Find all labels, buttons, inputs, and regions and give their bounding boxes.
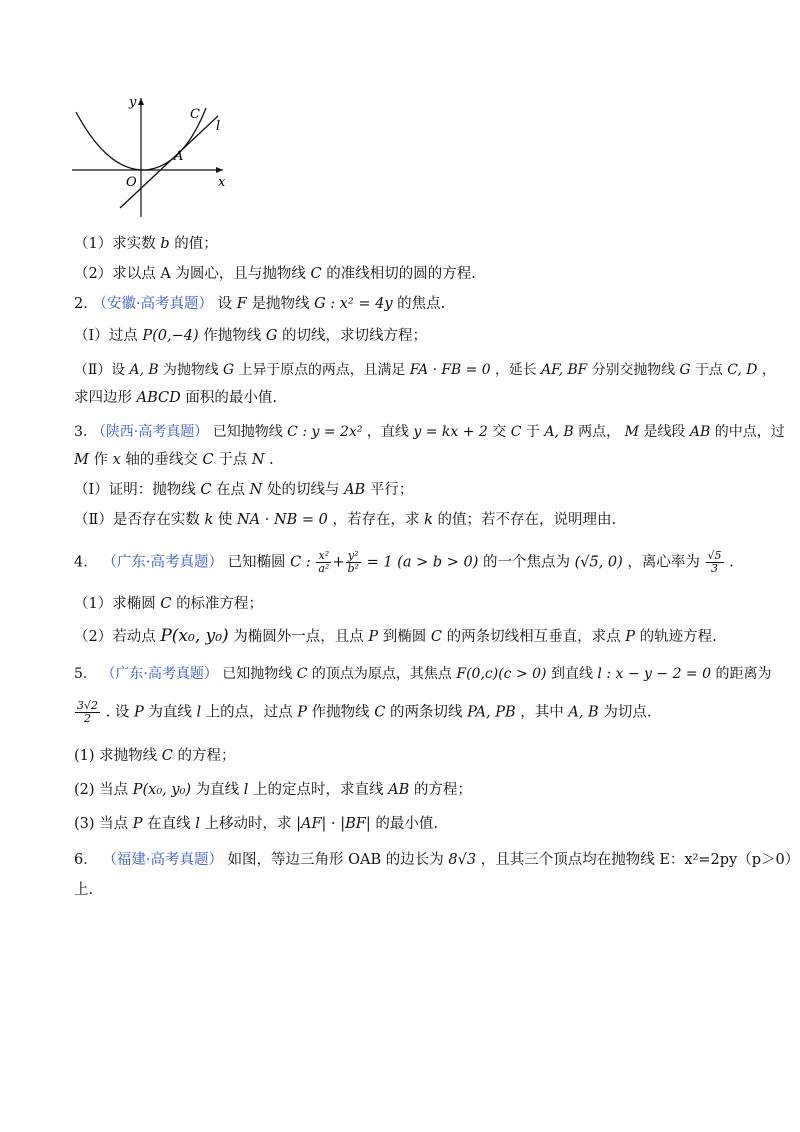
math-k: k bbox=[204, 512, 214, 528]
math-focus-F: F(0,c)(c > 0) bbox=[456, 666, 547, 682]
math-P: P bbox=[368, 629, 379, 645]
math-P: P bbox=[297, 704, 308, 721]
denominator: a² bbox=[318, 562, 330, 575]
math-P: P bbox=[132, 816, 143, 832]
math-C: C bbox=[374, 704, 386, 721]
parabola-tangent-figure bbox=[68, 92, 238, 222]
text: 的距离为 bbox=[715, 666, 772, 682]
denominator: 2 bbox=[84, 712, 91, 725]
math-k: k bbox=[424, 512, 433, 528]
text: （1）求实数 bbox=[74, 236, 156, 252]
q4-stem: 4． （广东·高考真题） 已知椭圆 C : $\frac{\text{x²}}{\text{a²}}$ + $\frac{\text{y²}}{\text{b²}}$ = 1 (a > b > 0) 的一个焦点为 (√5, 0) ，离心率为 $\frac{√5}{3}$ . bbox=[74, 549, 734, 575]
tangent-label: l bbox=[216, 119, 221, 134]
math-C: C bbox=[310, 266, 322, 282]
text: 于点 bbox=[695, 362, 723, 378]
question-number: 4． bbox=[74, 554, 98, 571]
text: 上的定点时，求直线 bbox=[253, 782, 384, 798]
math-G: G bbox=[223, 362, 235, 378]
text: （Ⅱ）是否存在实数 bbox=[74, 512, 200, 528]
text: . bbox=[729, 554, 734, 571]
math-AB-segment: AB bbox=[689, 424, 711, 440]
math-AB: AB bbox=[344, 482, 366, 498]
text: 的方程； bbox=[177, 748, 236, 764]
text: 已知椭圆 bbox=[227, 554, 286, 571]
math-dot-product: NA · NB = 0 bbox=[236, 512, 328, 528]
tangent-line bbox=[120, 116, 221, 208]
text: . bbox=[269, 452, 274, 468]
math-M: M bbox=[624, 424, 639, 440]
q5-stem bbox=[74, 664, 771, 684]
text: 的方程； bbox=[413, 782, 472, 798]
text: ，离心率为 bbox=[627, 554, 700, 571]
math-focus: (√5, 0) bbox=[574, 554, 623, 571]
math-point-P: P(x₀, y₀) bbox=[132, 782, 192, 798]
origin-label: O bbox=[126, 175, 137, 190]
math-C: C bbox=[430, 629, 442, 645]
numerator: y² bbox=[346, 550, 361, 563]
q3-stem bbox=[74, 422, 785, 442]
numerator: x² bbox=[316, 550, 331, 563]
text: ，若存在，求 bbox=[332, 512, 420, 528]
text: 的值； bbox=[174, 236, 218, 252]
text: 的中点，过 bbox=[714, 424, 785, 440]
text: 上的点，过点 bbox=[205, 704, 293, 721]
text: （1）求椭圆 bbox=[74, 596, 156, 612]
q2-stem bbox=[74, 294, 445, 314]
text: 的准线相切的圆的方程. bbox=[326, 266, 476, 282]
math-PA-PB: PA, PB bbox=[467, 704, 516, 721]
q5-part1 bbox=[74, 746, 235, 766]
text: 上异于原点的两点，且满足 bbox=[238, 362, 406, 378]
math-dot-product: FA · FB = 0 bbox=[409, 362, 491, 378]
text: 的值；若不存在，说明理由. bbox=[437, 512, 617, 528]
text: 如图，等边三角形 OAB 的边长为 bbox=[227, 852, 444, 868]
text: 面积的最小值. bbox=[185, 390, 277, 406]
text: (2) 当点 bbox=[74, 782, 129, 798]
text: 在点 bbox=[216, 482, 246, 498]
math-side-length: 8√3 bbox=[448, 852, 477, 868]
text: 为椭圆外一点，且点 bbox=[233, 629, 364, 645]
math-G: G bbox=[679, 362, 691, 378]
text: 到直线 bbox=[550, 666, 593, 682]
text: 为切点. bbox=[603, 704, 652, 721]
text: 上. bbox=[74, 882, 94, 898]
point-a-label: A bbox=[174, 149, 184, 164]
text: 的两条切线 bbox=[390, 704, 463, 721]
text: 两点， bbox=[578, 424, 621, 440]
question-source: （广东·高考真题） bbox=[102, 554, 223, 571]
text: 到椭圆 bbox=[382, 629, 427, 645]
text: 的两条切线相互垂直，求点 bbox=[446, 629, 621, 645]
q5-part3 bbox=[74, 814, 438, 834]
math-AB: A, B bbox=[129, 362, 159, 378]
text: 的轨迹方程. bbox=[639, 629, 717, 645]
text: 为抛物线 bbox=[163, 362, 219, 378]
math-l: l bbox=[243, 782, 249, 798]
numerator: √5 bbox=[707, 549, 722, 562]
x-label: x bbox=[218, 175, 226, 190]
text: 作抛物线 bbox=[311, 704, 370, 721]
q1-part2 bbox=[74, 264, 476, 284]
text: ，延长 bbox=[495, 362, 537, 378]
math-N: N bbox=[249, 482, 263, 498]
question-number: 2. bbox=[74, 296, 88, 312]
math-C: C bbox=[200, 482, 212, 498]
math-M: M bbox=[74, 452, 89, 468]
math-line: y = kx + 2 bbox=[413, 424, 488, 440]
math-AB: A, B bbox=[544, 424, 574, 440]
q1-part1 bbox=[74, 234, 218, 254]
x-axis-arrow bbox=[216, 167, 223, 173]
denominator: 3 bbox=[711, 562, 719, 575]
question-number: 6． bbox=[74, 852, 98, 868]
math-eccentricity bbox=[706, 550, 724, 575]
text: 为直线 bbox=[195, 782, 240, 798]
math-CD: C, D bbox=[727, 362, 758, 378]
text: 的标准方程； bbox=[176, 596, 264, 612]
text: 的焦点. bbox=[397, 296, 446, 312]
text: 的顶点为原点，其焦点 bbox=[311, 666, 452, 682]
question-source: （广东·高考真题） bbox=[101, 666, 218, 682]
math-x: x bbox=[112, 452, 121, 468]
math-C: C bbox=[160, 596, 172, 612]
text: 是线段 bbox=[643, 424, 686, 440]
text: （2）若动点 bbox=[74, 629, 156, 645]
question-source: （安徽·高考真题） bbox=[92, 296, 214, 312]
q4-part2 bbox=[74, 626, 717, 647]
numerator: 3√2 bbox=[77, 699, 99, 712]
text: 设 bbox=[217, 296, 233, 312]
q2-part2-cont bbox=[74, 388, 277, 408]
math-fraction-y2-b2 bbox=[346, 550, 361, 575]
curve-label: C bbox=[190, 107, 200, 122]
text: 处的切线与 bbox=[266, 482, 340, 498]
text: 使 bbox=[217, 512, 233, 528]
text: . 设 bbox=[105, 704, 130, 721]
math-C: C bbox=[161, 748, 173, 764]
text: ， bbox=[761, 362, 776, 378]
text: 分别交抛物线 bbox=[591, 362, 676, 378]
math-product: |AF| · |BF| bbox=[296, 816, 371, 832]
math-parabola-G: G : x² = 4y bbox=[314, 296, 393, 312]
math-fraction-x2-a2 bbox=[316, 550, 331, 575]
text: (1) 求抛物线 bbox=[74, 748, 158, 764]
text: （Ⅱ）设 bbox=[74, 362, 126, 378]
denominator: b² bbox=[347, 562, 359, 575]
text: 的一个焦点为 bbox=[482, 554, 570, 571]
math-b: b bbox=[160, 236, 170, 252]
math-N: N bbox=[251, 452, 265, 468]
text: （Ⅰ）证明：抛物线 bbox=[74, 482, 196, 498]
text: 上移动时，求 bbox=[204, 816, 292, 832]
math-l: l bbox=[196, 704, 202, 721]
y-label: y bbox=[129, 95, 137, 110]
math-l: l bbox=[195, 816, 200, 832]
text: 已知抛物线 bbox=[222, 666, 293, 682]
math-C: C bbox=[510, 424, 522, 440]
text: 作抛物线 bbox=[203, 328, 262, 344]
math-distance bbox=[75, 700, 100, 725]
text: 的最小值. bbox=[375, 816, 438, 832]
math-point-P: P(0,−4) bbox=[142, 328, 199, 344]
q3-stem-cont bbox=[74, 450, 274, 470]
math-condition: (a > b > 0) bbox=[397, 554, 479, 571]
math-ABCD: ABCD bbox=[136, 390, 181, 406]
math-C: C bbox=[202, 452, 214, 468]
question-source: （陕西·高考真题） bbox=[91, 424, 209, 440]
q5-stem-cont bbox=[74, 700, 651, 725]
question-source: （福建·高考真题） bbox=[102, 852, 223, 868]
math-AB: A, B bbox=[568, 704, 599, 721]
math-P: P bbox=[133, 704, 144, 721]
text: 为直线 bbox=[148, 704, 192, 721]
text: 作 bbox=[93, 452, 108, 468]
math-ellipse-C: C : bbox=[290, 554, 311, 571]
text: 轴的垂线交 bbox=[125, 452, 198, 468]
math-G: G bbox=[265, 328, 278, 344]
text: （Ⅰ）过点 bbox=[74, 328, 138, 344]
text: 的切线，求切线方程； bbox=[282, 328, 428, 344]
text: 平行； bbox=[369, 482, 414, 498]
math-AF-BF: AF, BF bbox=[541, 362, 588, 378]
text: 求四边形 bbox=[74, 390, 132, 406]
q3-part1 bbox=[74, 480, 413, 500]
q2-part2 bbox=[74, 360, 776, 380]
text: (3) 当点 bbox=[74, 816, 129, 832]
q2-part1 bbox=[74, 326, 427, 346]
math-point-P: P(x₀, y₀) bbox=[160, 626, 229, 646]
q6-stem bbox=[74, 850, 799, 870]
text: （2）求以点 A 为圆心，且与抛物线 bbox=[74, 266, 306, 282]
text: 在直线 bbox=[147, 816, 191, 832]
math-parabola-C: C : y = 2x² bbox=[287, 424, 363, 440]
question-number: 3. bbox=[74, 424, 88, 440]
text: ，且其三个顶点均在抛物线 E：x²=2py（p＞0） bbox=[480, 852, 800, 868]
math-eq-one: = 1 bbox=[366, 554, 393, 571]
text: 于点 bbox=[218, 452, 248, 468]
text: ，其中 bbox=[520, 704, 564, 721]
q5-part2 bbox=[74, 780, 472, 800]
text: 于 bbox=[525, 424, 540, 440]
question-number: 5． bbox=[74, 666, 97, 682]
text: ，直线 bbox=[366, 424, 409, 440]
math-C: C bbox=[296, 666, 308, 682]
math-F: F bbox=[236, 296, 247, 312]
text: 是抛物线 bbox=[251, 296, 310, 312]
math-line-l: l : x − y − 2 = 0 bbox=[597, 666, 712, 682]
q4-part1 bbox=[74, 594, 263, 614]
text: 已知抛物线 bbox=[212, 424, 283, 440]
q3-part2 bbox=[74, 510, 616, 530]
q6-stem-cont bbox=[74, 880, 93, 900]
math-AB: AB bbox=[388, 782, 410, 798]
text: 交 bbox=[492, 424, 507, 440]
math-P: P bbox=[625, 629, 635, 645]
y-axis-arrow bbox=[138, 98, 144, 105]
